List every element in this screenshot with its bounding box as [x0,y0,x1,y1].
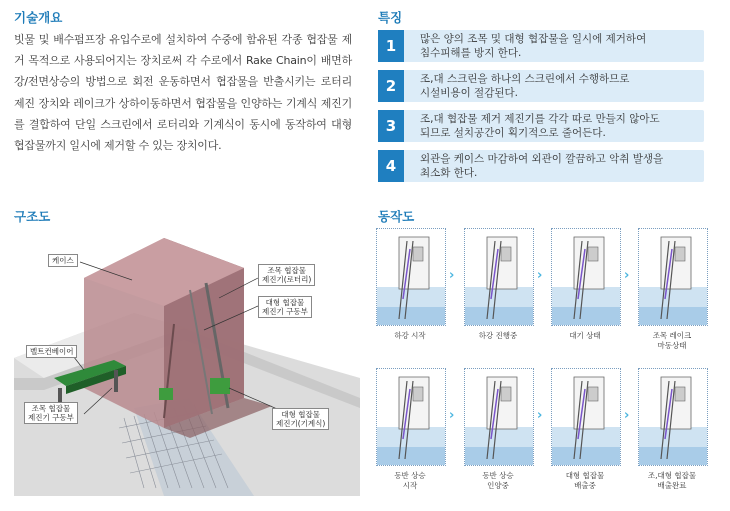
caption-line: 배출중 [574,481,596,490]
operation-step-caption [633,331,711,351]
operation-step-panel [376,368,446,466]
operation-title: 동작도 [378,209,415,224]
features-title: 특징 [378,10,403,25]
callout-text: 케이스 [52,256,74,265]
feature-text [420,33,646,60]
feature-line: 많은 양의 조목 및 대형 협잡물을 일시에 제거하여 [420,33,647,45]
feature-line: 최소화 한다. [420,166,478,179]
feature-item-3 [378,110,704,142]
operation-step-caption [546,331,624,341]
caption-line: 조목 레이크 [652,331,692,340]
caption-line: 하강 시작 [394,331,426,340]
feature-text [420,113,660,140]
caption-line: 인양중 [487,481,509,490]
feature-line: 되므로 설치공간이 획기적으로 줄어든다. [420,126,606,139]
callout-text: 벨트컨베이어 [30,347,74,356]
feature-line: 침수피해를 방지 한다. [420,46,522,59]
overview-text: 빗물 및 배수펌프장 유입수로에 설치하여 수중에 함유된 각종 협잡물 제거 목적으로 사용되어지는 장치로써 각 수로에서 Rake Chain이 배면하강/전면상승의 방법으로 회전 운동하면서 협잡물을 반출시키는 로터리 제진 장치와 레이크가 상하이동하면서 협잡물을 인양하는 기계식 제진기를 결합하여 단일 스크린에서 로터리와 기계식이 동시에 동작하여 대형 협잡물까지 일시에 제거할 수 있는 장치이다. [14,33,352,153]
feature-item-4 [378,150,704,182]
operation-step-caption [459,331,537,341]
caption-line: 동반 상승 [394,471,426,480]
feature-number: 4 [378,150,404,182]
operation-step-panel [551,228,621,326]
caption-line: 대기 상태 [569,331,601,340]
callout-large-mech [272,408,329,430]
step-arrow-icon: › [449,408,455,423]
feature-number: 1 [378,30,404,62]
operation-step-caption [371,331,449,341]
operation-step-panel [464,368,534,466]
overview-title: 기술개요 [14,10,63,25]
operation-step-panel [464,228,534,326]
operation-step-panel [376,228,446,326]
callout-text: 대형 협잡물 [265,298,305,307]
callout-text: 조목 협잡물 [267,266,306,275]
feature-number: 3 [378,110,404,142]
step-arrow-icon: › [537,408,543,423]
callout-belt-conveyor [26,345,77,358]
caption-line: 하강 진행중 [478,331,518,340]
caption-line: 조,대형 협잡물 [647,471,697,480]
callout-text: 제진기 구동부 [262,307,308,316]
caption-line: 마동상태 [657,341,687,350]
feature-line: 외관을 케이스 마감하여 외관이 깔끔하고 악취 발생을 [420,153,664,165]
structure-title: 구조도 [14,209,51,224]
operation-step-caption [546,471,624,491]
caption-line: 배출완료 [657,481,687,490]
step-arrow-icon: › [449,268,455,283]
feature-line: 조,대 스크린을 하나의 스크린에서 수행하므로 [420,73,630,85]
step-arrow-icon: › [624,268,630,283]
structure-diagram [14,228,360,496]
callout-fine-drive [24,402,78,424]
callout-text: 제진기(로터리) [262,275,312,284]
operation-step-caption [633,471,711,491]
callout-large-drive [258,296,312,318]
feature-item-1 [378,30,704,62]
callout-text: 제진기 구동부 [28,413,74,422]
step-arrow-icon: › [537,268,543,283]
feature-item-2 [378,70,704,102]
feature-text [420,153,663,180]
caption-line: 시작 [402,481,418,490]
callout-case [48,254,78,267]
caption-line: 동반 상승 [482,471,514,480]
callout-text: 대형 협잡물 [281,410,320,419]
caption-line: 대형 협잡물 [565,471,605,480]
operation-step-panel [638,228,708,326]
feature-number: 2 [378,70,404,102]
feature-line: 조,대 협잡물 제거 제진기를 각각 따로 만들지 않아도 [420,113,660,125]
operation-step-panel [551,368,621,466]
step-arrow-icon: › [624,408,630,423]
callout-fine-rotary [258,264,315,286]
feature-text [420,73,629,100]
operation-step-caption [459,471,537,491]
callout-text: 조목 협잡물 [31,404,71,413]
callout-text: 제진기(기계식) [276,419,326,428]
operation-step-panel [638,368,708,466]
operation-step-caption [371,471,449,491]
feature-line: 시설비용이 절감된다. [420,86,518,99]
